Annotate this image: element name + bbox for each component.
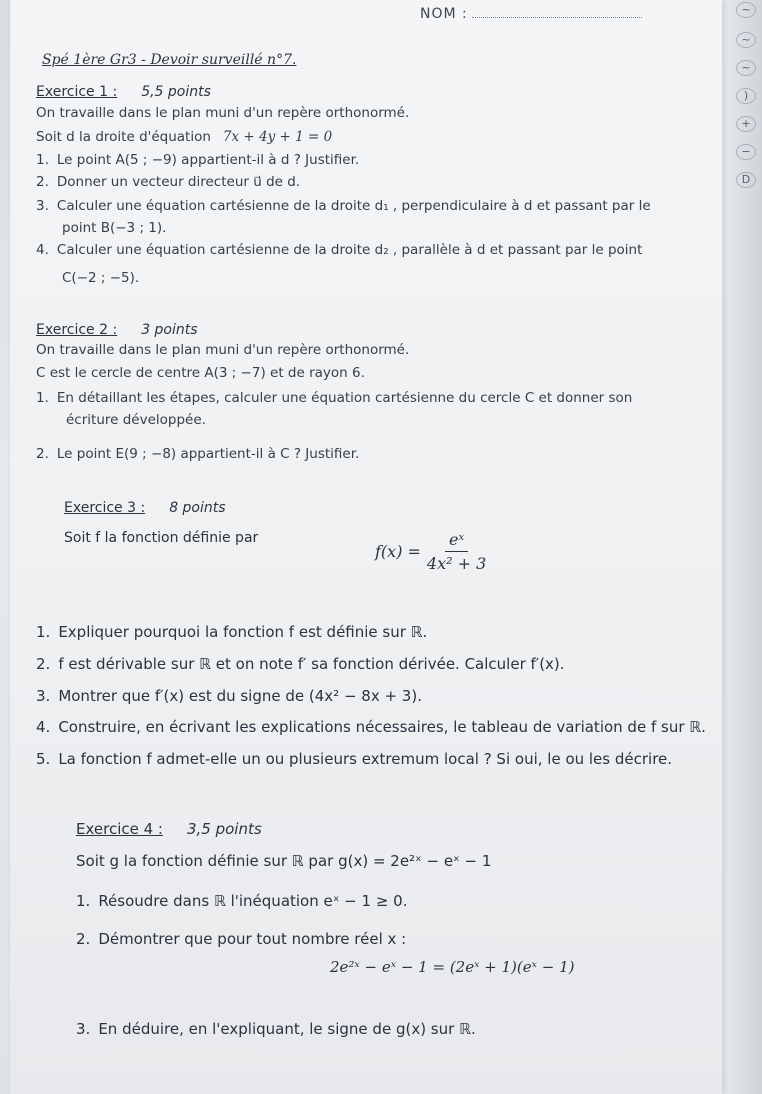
handwritten-mark-icon: ~: [736, 32, 756, 48]
name-line: [472, 17, 642, 18]
ex4-q3: 3. En déduire, en l'expliquant, le signe de g(x) sur ℝ.: [76, 1020, 476, 1038]
ex2-intro: On travaille dans le plan muni d'un repère orthonormé.: [36, 342, 410, 358]
ex3-title: Exercice 3 : 8 points: [64, 500, 226, 516]
ex1-q3-cont: point B(−3 ; 1).: [62, 220, 167, 236]
ex1-q4: 4. Calculer une équation cartésienne de la droite d₂ , parallèle à d et passant par le point: [36, 242, 643, 258]
ex3-q4: 4. Construire, en écrivant les explications nécessaires, le tableau de variation de f sur ℝ.: [36, 718, 706, 736]
ex2-q1-cont: écriture développée.: [66, 412, 206, 428]
ex3-points: 8 points: [169, 500, 226, 516]
handwritten-mark-icon: ~: [736, 2, 756, 18]
ex1-intro: On travaille dans le plan muni d'un repère orthonormé.: [36, 105, 410, 121]
ex4-q1: 1. Résoudre dans ℝ l'inéquation eˣ − 1 ≥ 0.: [76, 892, 408, 910]
ex2-title: Exercice 2 : 3 points: [36, 322, 198, 338]
ex3-q3: 3. Montrer que f′(x) est du signe de (4x² − 8x + 3).: [36, 687, 422, 705]
ex3-intro: Soit f la fonction définie par: [64, 530, 259, 546]
exam-header: Spé 1ère Gr3 - Devoir surveillé n°7.: [42, 52, 297, 68]
handwritten-mark-icon: D: [736, 172, 756, 188]
handwritten-mark-icon: ~: [736, 60, 756, 76]
function-definition: [375, 530, 486, 573]
ex1-q1: 1. Le point A(5 ; −9) appartient-il à d ? Justifier.: [36, 152, 360, 168]
handwritten-mark-icon: ): [736, 88, 756, 104]
ex1-title: Exercice 1 : 5,5 points: [36, 84, 211, 100]
handwritten-mark-icon: −: [736, 144, 756, 160]
ex1-q2: 2. Donner un vecteur directeur u⃗ de d.: [36, 174, 301, 190]
ex1-points: 5,5 points: [141, 84, 211, 100]
exam-sheet: [10, 0, 722, 1094]
ex2-q1: 1. En détaillant les étapes, calculer une équation cartésienne du cercle C et donner son: [36, 390, 633, 406]
line-equation: 7x + 4y + 1 = 0: [222, 129, 333, 145]
next-page-edge: [721, 0, 762, 1094]
ex4-intro: Soit g la fonction définie sur ℝ par g(x) = 2e²ˣ − eˣ − 1: [76, 852, 492, 870]
ex3-q5: 5. La fonction f admet-elle un ou plusieurs extremum local ? Si oui, le ou les décrire.: [36, 750, 673, 768]
ex4-q2: 2. Démontrer que pour tout nombre réel x :: [76, 930, 407, 948]
ex2-line2: C est le cercle de centre A(3 ; −7) et de rayon 6.: [36, 365, 365, 381]
ex4-points: 3,5 points: [186, 820, 262, 838]
ex1-q3: 3. Calculer une équation cartésienne de la droite d₁ , perpendiculaire à d et passant par le: [36, 198, 651, 214]
fraction: [427, 530, 486, 573]
fraction-denominator: 4x² + 3: [426, 554, 487, 573]
fraction-numerator: eˣ: [445, 530, 468, 552]
name-label: NOM :: [420, 6, 468, 22]
ex4-identity: 2e²ˣ − eˣ − 1 = (2eˣ + 1)(eˣ − 1): [330, 958, 575, 976]
ex2-q2: 2. Le point E(9 ; −8) appartient-il à C ? Justifier.: [36, 446, 360, 462]
function-lhs: f(x) =: [375, 542, 421, 561]
ex1-line2: Soit d la droite d'équation 7x + 4y + 1 = 0: [36, 129, 333, 145]
name-field: [420, 6, 642, 22]
ex4-title: Exercice 4 : 3,5 points: [76, 820, 262, 838]
ex2-points: 3 points: [141, 322, 198, 338]
ex3-q1: 1. Expliquer pourquoi la fonction f est définie sur ℝ.: [36, 623, 428, 641]
ex3-q2: 2. f est dérivable sur ℝ et on note f′ sa fonction dérivée. Calculer f′(x).: [36, 655, 565, 673]
ex1-q4-cont: C(−2 ; −5).: [62, 270, 140, 286]
handwritten-mark-icon: +: [736, 116, 756, 132]
